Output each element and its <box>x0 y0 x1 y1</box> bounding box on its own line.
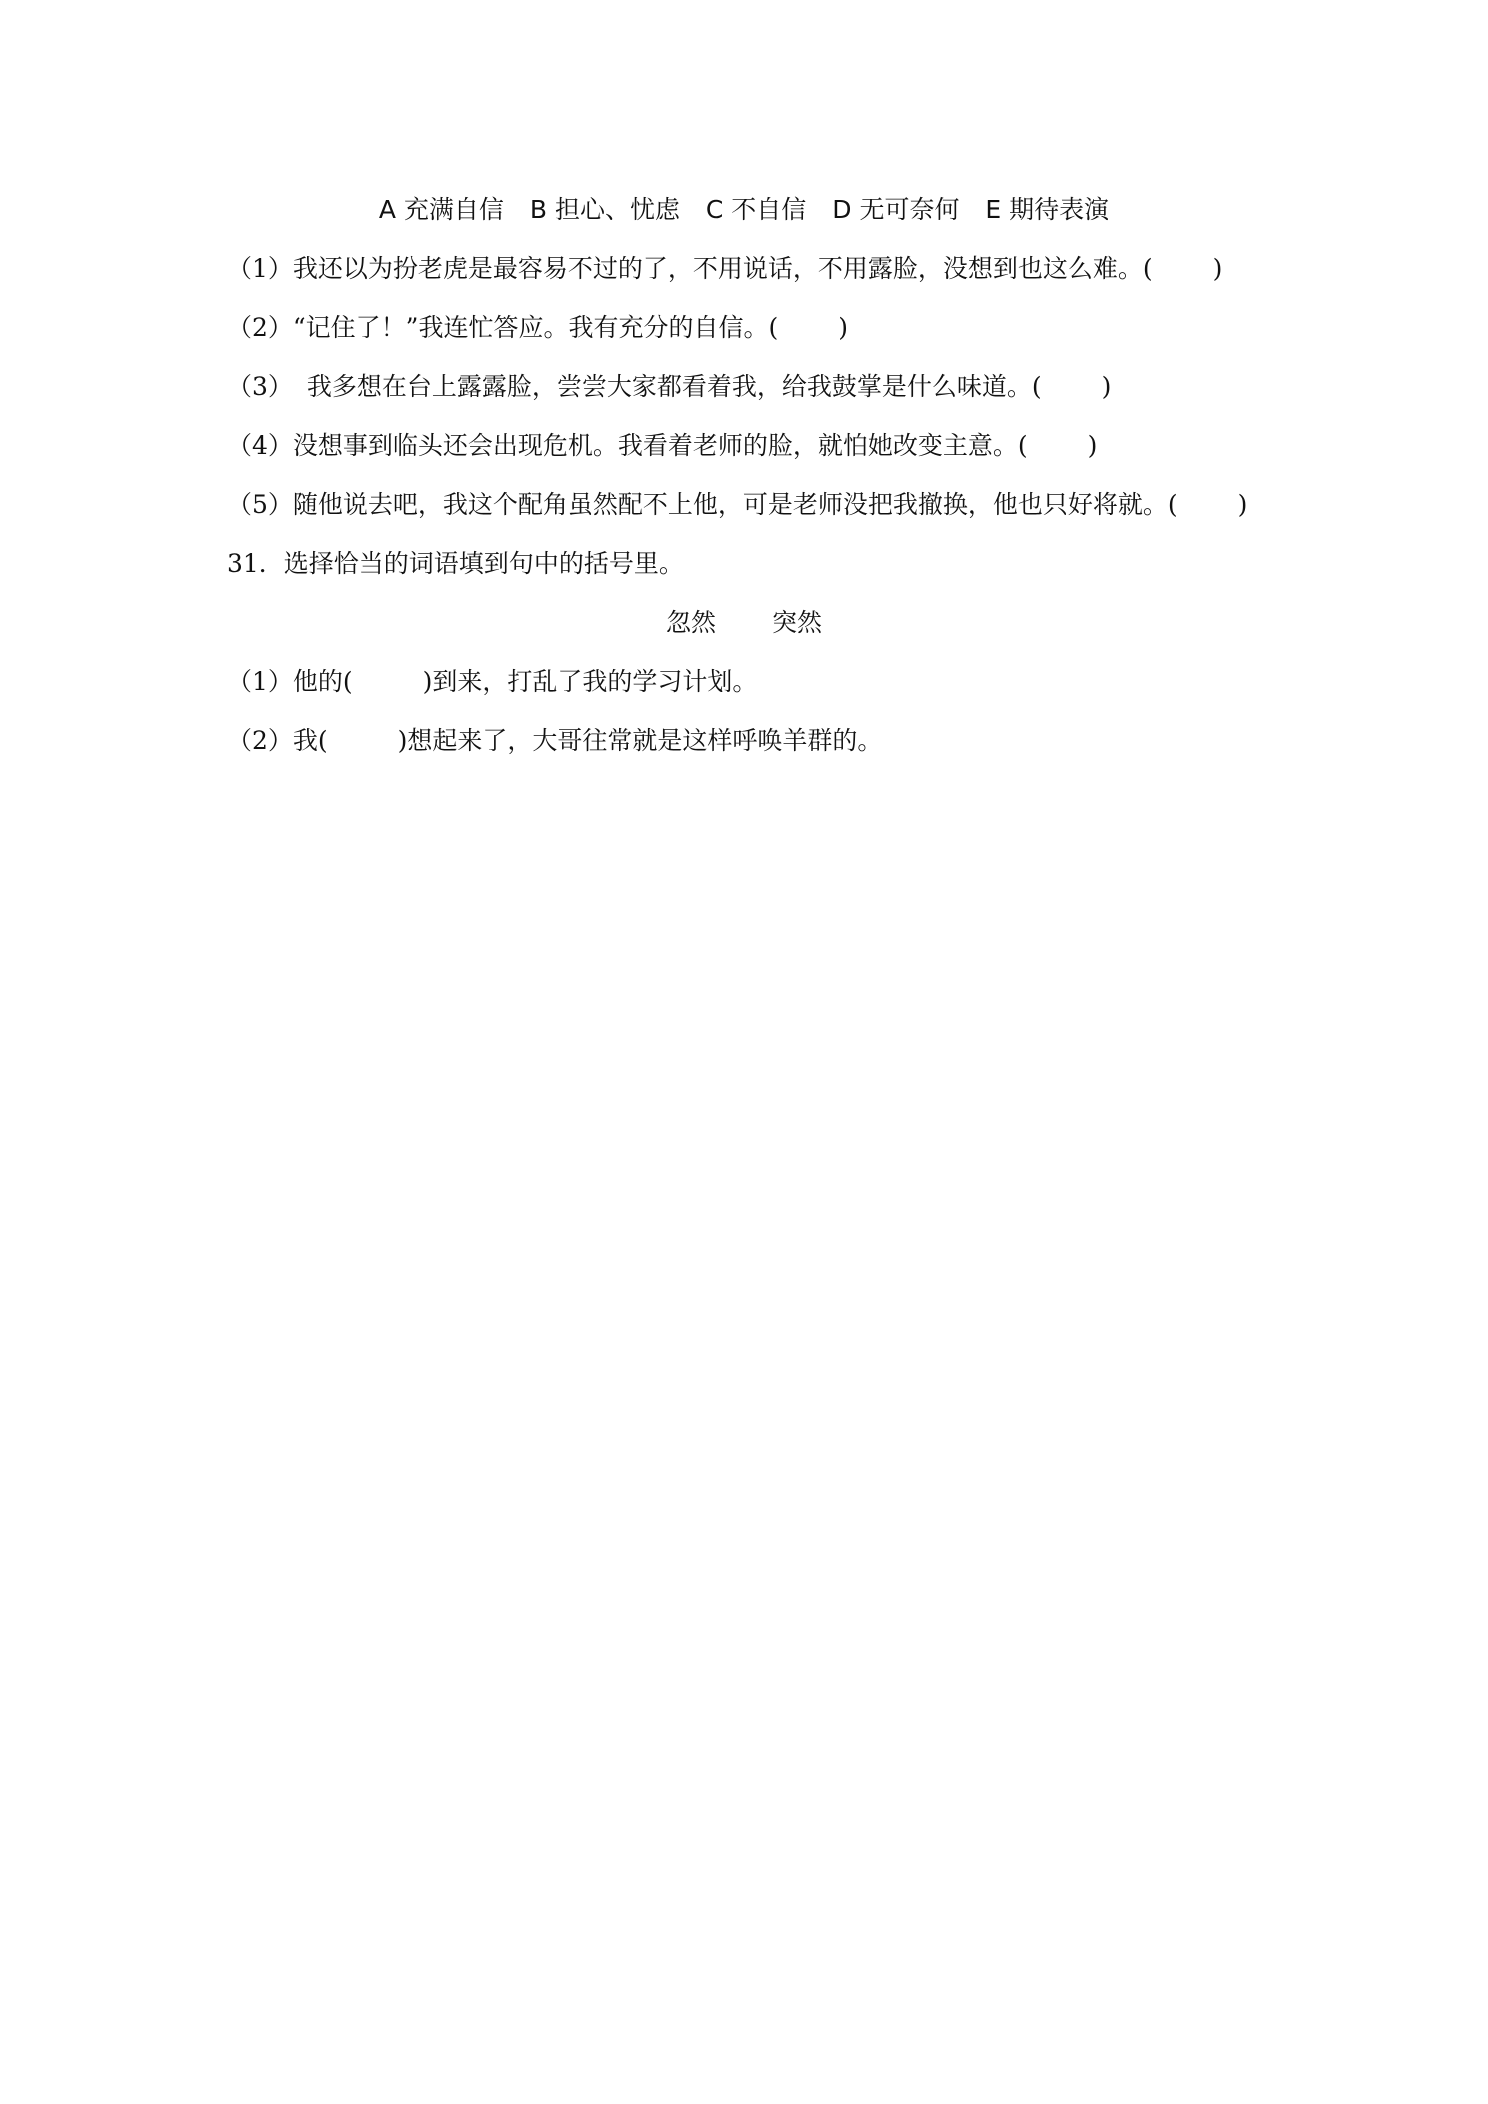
q30-item-4 <box>227 429 1097 463</box>
item-text-before: 我( <box>292 726 328 755</box>
q30-item-1 <box>227 252 1222 286</box>
option-c: C 不自信 <box>705 195 807 224</box>
item-text: 我还以为扮老虎是最容易不过的了，不用说话，不用露脸，没想到也这么难。( <box>292 254 1153 283</box>
option-a: A 充满自信 <box>378 195 504 224</box>
word-choice-2: 突然 <box>771 608 822 637</box>
item-text-after: )想起来了，大哥往常就是这样呼唤羊群的。 <box>397 726 883 755</box>
q31-word-choices <box>0 606 1488 640</box>
closing-paren: ) <box>1212 254 1223 283</box>
q30-item-3 <box>227 370 1111 404</box>
answer-options <box>0 193 1488 227</box>
q31-item-1 <box>227 665 757 699</box>
item-text-before: 他的( <box>292 667 353 696</box>
item-text: 没想事到临头还会出现危机。我看着老师的脸，就怕她改变主意。( <box>292 431 1028 460</box>
item-text: “记住了！”我连忙答应。我有充分的自信。( <box>292 313 779 342</box>
option-e: E 期待表演 <box>985 195 1110 224</box>
word-choice-1: 忽然 <box>666 608 717 637</box>
q30-item-5 <box>227 488 1247 522</box>
item-number: （2） <box>227 313 293 342</box>
q31-item-2 <box>227 724 882 758</box>
item-text: 我多想在台上露露脸，尝尝大家都看着我，给我鼓掌是什么味道。( <box>306 372 1042 401</box>
item-number: （5） <box>227 490 293 519</box>
item-number: （1） <box>227 254 293 283</box>
item-number: （4） <box>227 431 293 460</box>
q31-title: 31．选择恰当的词语填到句中的括号里。 <box>227 549 684 578</box>
closing-paren: ) <box>838 313 848 342</box>
q30-item-2 <box>227 311 848 345</box>
option-d: D 无可奈何 <box>832 195 960 224</box>
item-number: （2） <box>227 726 293 755</box>
option-b: B 担心、忧虑 <box>529 195 680 224</box>
item-text-after: )到来，打乱了我的学习计划。 <box>422 667 758 696</box>
closing-paren: ) <box>1101 372 1112 401</box>
closing-paren: ) <box>1237 490 1248 519</box>
item-text: 随他说去吧，我这个配角虽然配不上他，可是老师没把我撤换，他也只好将就。( <box>292 490 1178 519</box>
item-number: （3） <box>227 372 293 401</box>
closing-paren: ) <box>1087 431 1098 460</box>
item-number: （1） <box>227 667 293 696</box>
